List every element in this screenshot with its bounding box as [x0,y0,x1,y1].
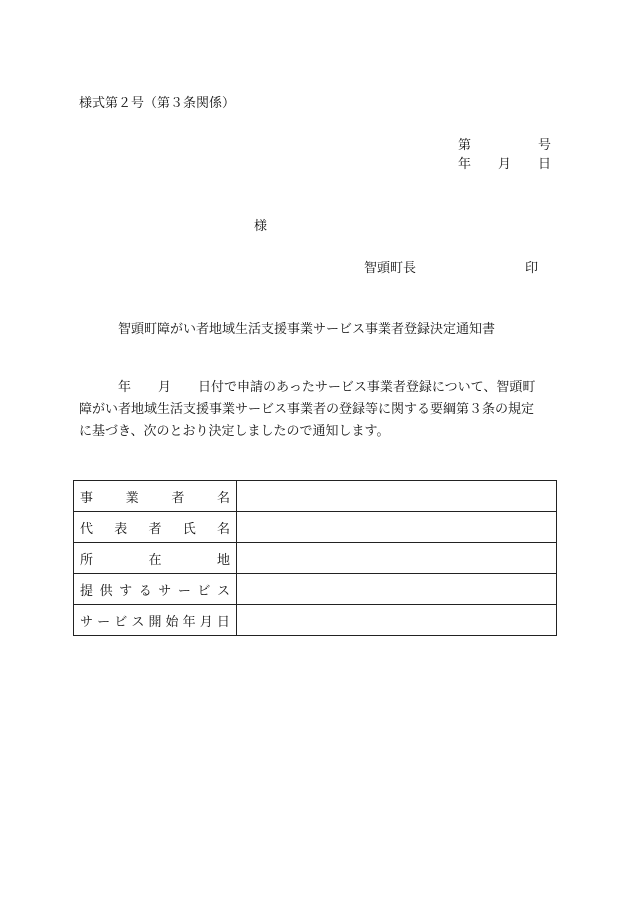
table-row-label [74,481,237,512]
label-char: す [119,583,133,599]
table-row-label-text [80,611,230,630]
label-char: ス [131,614,145,630]
recipient-honorific: 様 [254,219,268,234]
label-char: 代 [80,521,94,537]
label-char: ー [177,583,191,599]
table-row [74,574,557,605]
label-char: 開 [148,614,162,630]
sender-title: 智頭町長 [364,261,417,276]
label-char: 在 [148,552,162,568]
label-char: 名 [216,490,230,506]
document-number-suffix: 号 [538,138,552,153]
label-char: 名 [216,521,230,537]
label-char: 供 [99,583,113,599]
label-char: 業 [125,490,139,506]
label-char: る [138,583,152,599]
body-month-label: 月 [158,380,172,395]
table-row-value-field[interactable] [237,481,557,512]
document-number-label: 第 [458,138,472,153]
label-char: 月 [199,614,213,630]
document-title: 智頭町障がい者地域生活支援事業サービス事業者登録決定通知書 [118,322,496,337]
table-row-label-text [80,518,230,537]
label-char: 者 [148,521,162,537]
business-info-table [73,480,557,636]
date-year-label: 年 [458,157,472,172]
body-paragraph-line-3: に基づき、次のとおり決定しましたので通知します。 [79,424,390,439]
label-char: 氏 [182,521,196,537]
label-char: ビ [197,583,211,599]
label-char: 年 [182,614,196,630]
body-paragraph-line-1 [79,380,535,396]
form-number: 様式第２号（第３条関係） [79,96,236,111]
body-line-1-text: 日付で申請のあったサービス事業者登録について、智頭町 [198,380,536,395]
table-row-label [74,512,237,543]
label-char: 日 [216,614,230,630]
label-char: ー [97,614,111,630]
table-row-label [74,605,237,636]
label-char: 提 [80,583,94,599]
table-row-label [74,543,237,574]
table-row-label-text [80,580,230,599]
table-row [74,481,557,512]
table-row-value-field[interactable] [237,574,557,605]
label-char: ビ [114,614,128,630]
body-paragraph-line-2: 障がい者地域生活支援事業サービス事業者の登録等に関する要綱第３条の規定 [79,402,535,417]
table-row [74,605,557,636]
table-row [74,543,557,574]
label-char: 表 [114,521,128,537]
label-char: ス [216,583,230,599]
label-char: 者 [171,490,185,506]
table-row-label-text [80,549,230,568]
date-month-label: 月 [498,157,512,172]
label-char: 地 [216,552,230,568]
table-row-label-text [80,487,230,506]
label-char: サ [80,614,94,630]
date-day-label: 日 [538,157,552,172]
table-row-value-field[interactable] [237,605,557,636]
table-row-value-field[interactable] [237,512,557,543]
label-char: 始 [165,614,179,630]
label-char: 所 [80,552,94,568]
body-year-label: 年 [118,380,132,395]
table-row-value-field[interactable] [237,543,557,574]
label-char: 事 [80,490,94,506]
table-row-label [74,574,237,605]
seal-mark: 印 [525,261,539,276]
table-row [74,512,557,543]
label-char: サ [158,583,172,599]
